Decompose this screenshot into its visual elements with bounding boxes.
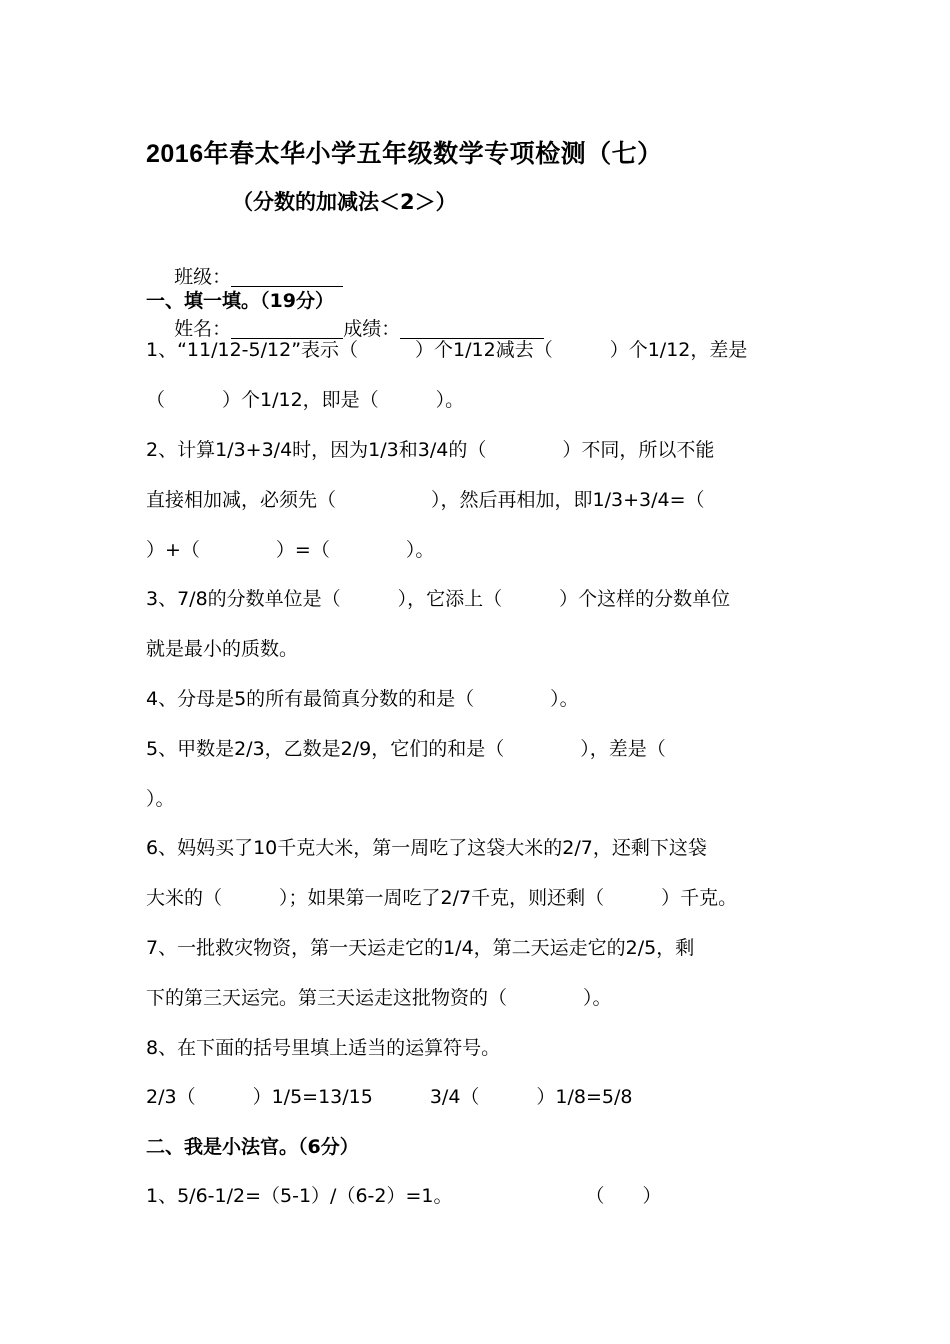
question-line: 8、在下面的括号里填上适当的运算符号。 bbox=[146, 1037, 501, 1059]
section-heading: 二、我是小法官。（6分） bbox=[146, 1136, 359, 1158]
score-blank[interactable] bbox=[400, 318, 544, 339]
question-line: 1、“11/12-5/12”表示（ ）个1/12减去（ ）个1/12，差是 bbox=[146, 339, 748, 361]
name-blank[interactable] bbox=[231, 318, 343, 339]
question-line: 4、分母是5的所有最简真分数的和是（ ）。 bbox=[146, 688, 579, 710]
question-line: 就是最小的质数。 bbox=[146, 638, 299, 660]
question-line: 下的第三天运完。第三天运走这批物资的（ ）。 bbox=[146, 987, 612, 1009]
section-heading: 一、填一填。（19分） bbox=[146, 290, 334, 312]
question-line: 直接相加减，必须先（ ），然后再相加，即1/3+3/4=（ bbox=[146, 489, 705, 511]
page-title: 2016年春太华小学五年级数学专项检测（七） bbox=[146, 140, 663, 168]
question-line: 7、一批救灾物资，第一天运走它的1/4，第二天运走它的2/5，剩 bbox=[146, 937, 695, 959]
question-line: 大米的（ ）；如果第一周吃了2/7千克，则还剩（ ）千克。 bbox=[146, 887, 738, 909]
question-line: 1、5/6-1/2=（5-1）/（6-2）=1。 （ ） bbox=[146, 1185, 662, 1207]
question-line: 3、7/8的分数单位是（ ），它添上（ ）个这样的分数单位 bbox=[146, 588, 731, 610]
score-label: 成绩： bbox=[343, 318, 401, 340]
question-line: 6、妈妈买了10千克大米，第一周吃了这袋大米的2/7，还剩下这袋 bbox=[146, 837, 707, 859]
question-line: ）。 bbox=[146, 788, 175, 810]
page-subtitle: （分数的加减法＜2＞） bbox=[232, 190, 457, 214]
class-blank[interactable] bbox=[231, 266, 343, 287]
question-line: （ ）个1/12，即是（ ）。 bbox=[146, 389, 465, 411]
question-line: ）+（ ）=（ ）。 bbox=[146, 539, 435, 561]
question-line: 2、计算1/3+3/4时，因为1/3和3/4的（ ）不同，所以不能 bbox=[146, 439, 715, 461]
class-label: 班级： bbox=[174, 266, 232, 288]
question-line: 2/3（ ）1/5=13/15 3/4（ ）1/8=5/8 bbox=[146, 1086, 633, 1108]
question-line: 5、甲数是2/3，乙数是2/9，它们的和是（ ），差是（ bbox=[146, 738, 666, 760]
name-label: 姓名： bbox=[174, 318, 232, 340]
